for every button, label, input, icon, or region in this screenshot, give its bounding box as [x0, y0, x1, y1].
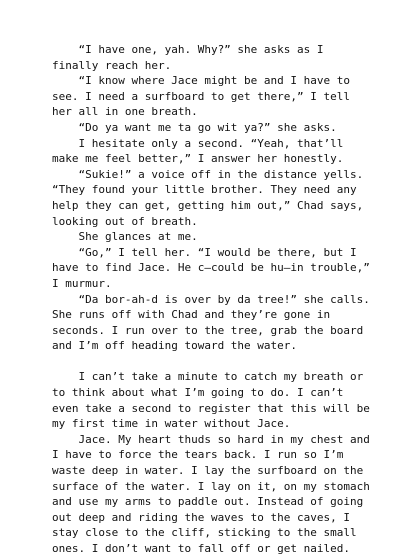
text-line: seconds. I run over to the tree, grab the board [52, 323, 364, 337]
text-line: “I know where Jace might be and I have to [52, 74, 351, 88]
text-line: I hesitate only a second. “Yeah, that’ll [52, 136, 344, 150]
text-line: stay close to the cliff, sticking to the small [52, 526, 357, 540]
text-line: She runs off with Chad and they’re gone in [52, 308, 331, 322]
text-line: I have to force the tears back. I run so I’m [52, 448, 344, 462]
text-line: ones. I don’t want to fall off or get nailed. [52, 542, 351, 555]
text-line: finally reach her. [52, 58, 172, 72]
text-line: Jace. My heart thuds so hard in my chest and [52, 432, 370, 446]
text-line: and use my arms to paddle out. Instead of going [52, 495, 364, 509]
text-line: her all in one breath. [52, 105, 198, 119]
text-line: “Do ya want me ta go wit ya?” she asks. [52, 120, 337, 134]
text-line: out deep and riding the waves to the caves, I [52, 510, 351, 524]
text-line: help they can get, getting him out,” Chad says, [52, 198, 364, 212]
text-line: I murmur. [52, 276, 112, 290]
text-line: make me feel better,” I answer her honestly. [52, 152, 344, 166]
body-text [52, 42, 382, 557]
text-line: waste deep in water. I lay the surfboard on the [52, 464, 364, 478]
text-line: “Sukie!” a voice off in the distance yells. [52, 167, 364, 181]
text-line: my first time in water without Jace. [52, 417, 291, 431]
text-line: “Go,” I tell her. “I would be there, but I [52, 245, 357, 259]
text-line: “Da bor-ah-d is over by da tree!” she calls. [52, 292, 370, 306]
text-line: to think about what I’m going to do. I can’t [52, 386, 344, 400]
text-line: “I have one, yah. Why?” she asks as I [52, 43, 324, 56]
paragraph-break [52, 354, 382, 370]
text-line: have to find Jace. He c—could be hu—in trouble,” [52, 261, 370, 275]
text-line: I can’t take a minute to catch my breath or [52, 370, 364, 384]
text-line: looking out of breath. [52, 214, 198, 228]
text-line: and I’m off heading toward the water. [52, 339, 298, 353]
text-line: see. I need a surfboard to get there,” I tell [52, 89, 351, 103]
text-line: She glances at me. [52, 230, 198, 244]
text-line: surface of the water. I lay on it, on my stomach [52, 479, 370, 493]
text-line: even take a second to register that this will be [52, 401, 370, 415]
text-line: “They found your little brother. They need any [52, 183, 357, 197]
